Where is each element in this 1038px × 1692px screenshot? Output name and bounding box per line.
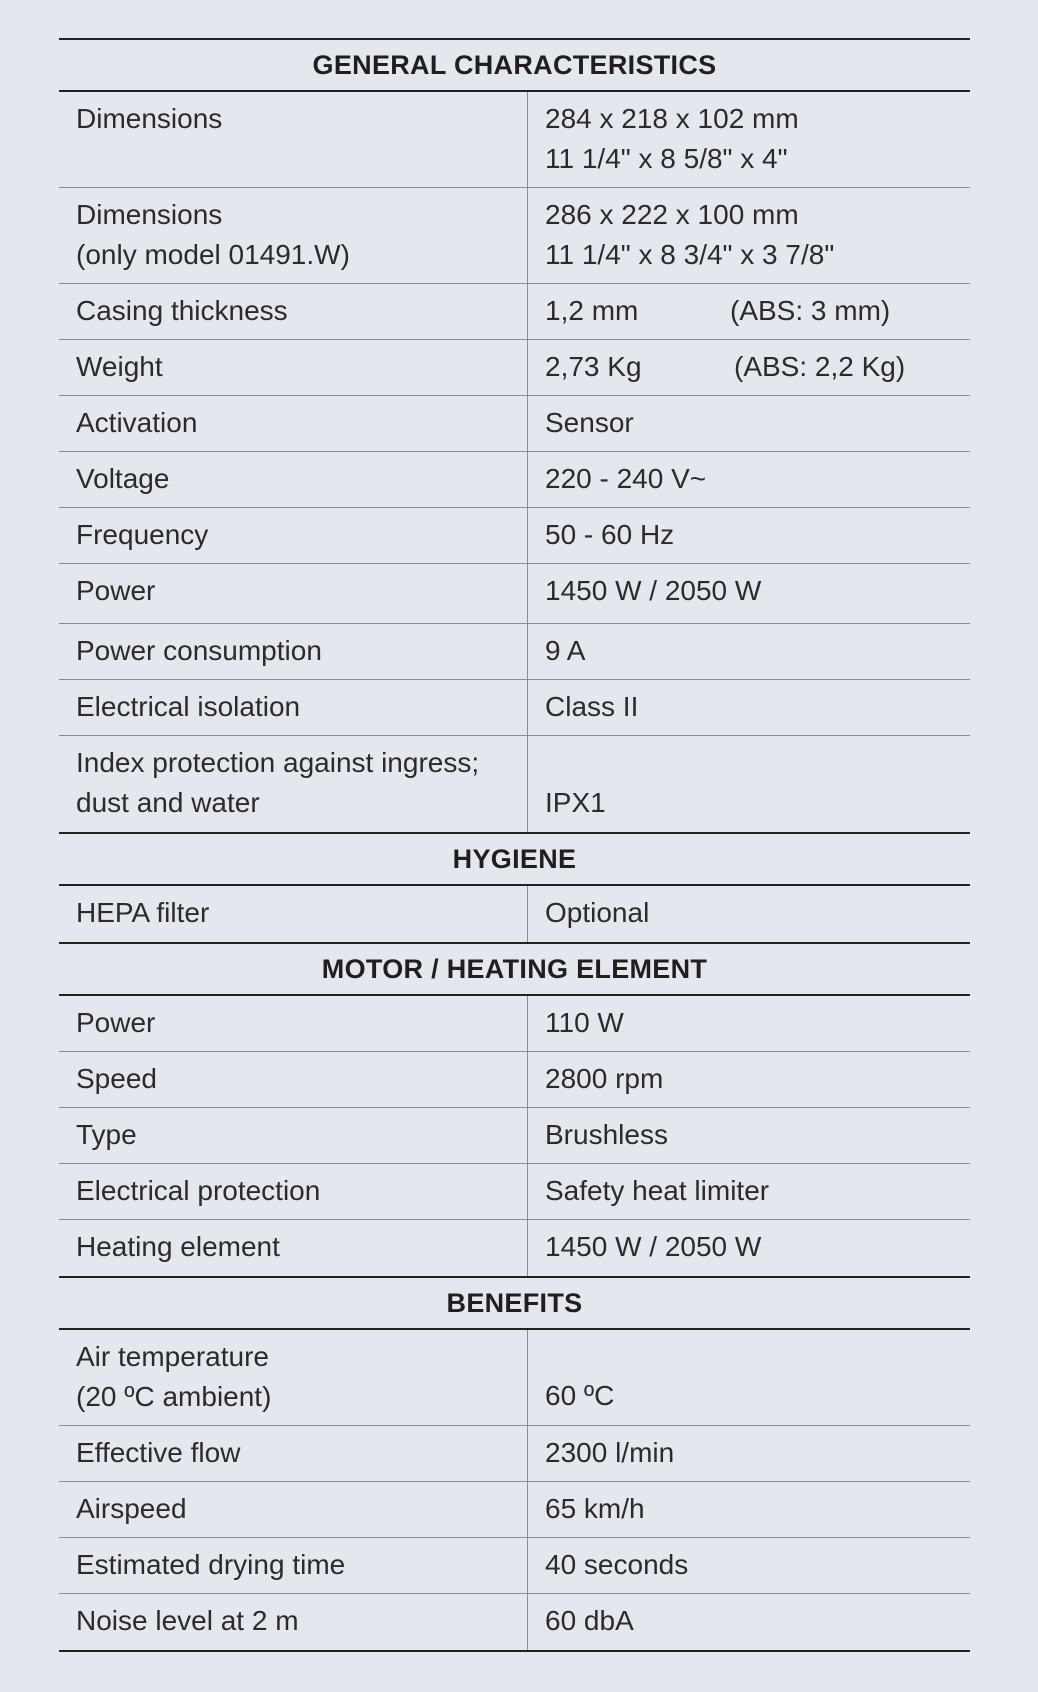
row-label-text: HEPA filter xyxy=(76,897,210,928)
row-label xyxy=(59,508,528,563)
table-row xyxy=(59,1426,970,1482)
row-value xyxy=(528,340,970,395)
row-label xyxy=(59,680,528,735)
row-value xyxy=(528,1108,970,1163)
row-value-text: Brushless xyxy=(545,1119,668,1150)
section-heading-hygiene: HYGIENE xyxy=(59,832,970,886)
row-value-text: Safety heat limiter xyxy=(545,1175,770,1206)
table-row xyxy=(59,624,970,680)
table-row xyxy=(59,1330,970,1426)
row-label-text: Weight xyxy=(76,351,163,382)
table-row xyxy=(59,1164,970,1220)
row-value xyxy=(528,624,970,679)
row-label-text: Air temperature xyxy=(76,1341,269,1372)
row-label xyxy=(59,1482,528,1537)
row-label-text: Activation xyxy=(76,407,198,438)
table-row xyxy=(59,886,970,942)
row-value xyxy=(528,1330,970,1425)
row-label xyxy=(59,736,528,832)
section-heading-general: GENERAL CHARACTERISTICS xyxy=(59,38,970,92)
row-label-text: Voltage xyxy=(76,463,170,494)
row-label-text: Electrical isolation xyxy=(76,691,301,722)
row-value xyxy=(528,564,970,623)
row-label-text: Power consumption xyxy=(76,635,322,666)
row-value xyxy=(528,1220,970,1276)
row-label-text: Heating element xyxy=(76,1231,280,1262)
row-value xyxy=(528,1426,970,1481)
row-value-text: 1,2 mm xyxy=(545,295,639,326)
row-label xyxy=(59,1220,528,1276)
table-row xyxy=(59,1052,970,1108)
row-label-text: Power xyxy=(76,575,156,606)
table-row xyxy=(59,1482,970,1538)
row-label-text: Speed xyxy=(76,1063,157,1094)
row-label xyxy=(59,1108,528,1163)
table-row xyxy=(59,996,970,1052)
row-value xyxy=(528,1538,970,1593)
table-row xyxy=(59,508,970,564)
table-row xyxy=(59,284,970,340)
row-label-text: Airspeed xyxy=(76,1493,187,1524)
table-row xyxy=(59,396,970,452)
table-row xyxy=(59,736,970,832)
table-row xyxy=(59,452,970,508)
row-label xyxy=(59,340,528,395)
row-value xyxy=(528,508,970,563)
row-label xyxy=(59,396,528,451)
row-value xyxy=(528,1594,970,1650)
row-value xyxy=(528,284,970,339)
row-label-text: (20 ºC ambient) xyxy=(76,1381,272,1412)
row-value-text: Sensor xyxy=(545,407,634,438)
row-value-text: IPX1 xyxy=(545,787,606,818)
row-value-text: 50 - 60 Hz xyxy=(545,519,675,550)
row-value xyxy=(528,736,970,832)
row-label-text: dust and water xyxy=(76,787,260,818)
table-row xyxy=(59,1220,970,1276)
row-label-text: Type xyxy=(76,1119,137,1150)
row-value xyxy=(528,1164,970,1219)
row-label-text: Electrical protection xyxy=(76,1175,321,1206)
row-value-text: 110 W xyxy=(545,1007,624,1038)
benefits-rows xyxy=(59,1330,970,1652)
row-label-text: Frequency xyxy=(76,519,209,550)
row-label-text: Effective flow xyxy=(76,1437,241,1468)
row-value-text: 60 ºC xyxy=(545,1380,615,1411)
row-value xyxy=(528,188,970,283)
row-value-note: (ABS: 2,2 Kg) xyxy=(734,351,906,382)
row-value-text: 2,73 Kg xyxy=(545,351,642,382)
row-value-text: 1450 W / 2050 W xyxy=(545,1231,762,1262)
section-heading-benefits: BENEFITS xyxy=(59,1276,970,1330)
row-label xyxy=(59,1594,528,1650)
row-label xyxy=(59,1052,528,1107)
row-label-text: Power xyxy=(76,1007,156,1038)
row-label-text: (only model 01491.W) xyxy=(76,239,350,270)
row-value xyxy=(528,1482,970,1537)
general-rows xyxy=(59,92,970,832)
row-label xyxy=(59,564,528,623)
row-value-text: 1450 W / 2050 W xyxy=(545,575,762,606)
table-row xyxy=(59,1538,970,1594)
row-label-text: Estimated drying time xyxy=(76,1549,346,1580)
row-label xyxy=(59,1426,528,1481)
row-value-text: 2300 l/min xyxy=(545,1437,675,1468)
row-value xyxy=(528,680,970,735)
row-value-text: 284 x 218 x 102 mm xyxy=(545,103,799,134)
row-label xyxy=(59,996,528,1051)
row-label-text: Noise level at 2 m xyxy=(76,1605,299,1636)
table-row xyxy=(59,92,970,188)
row-value-note: (ABS: 3 mm) xyxy=(730,295,891,326)
table-row xyxy=(59,340,970,396)
row-value-text: 220 - 240 V~ xyxy=(545,463,707,494)
motor-rows xyxy=(59,996,970,1276)
spec-table xyxy=(59,38,970,1652)
row-label xyxy=(59,624,528,679)
row-label xyxy=(59,886,528,942)
row-value-text: Optional xyxy=(545,897,650,928)
section-heading-motor: MOTOR / HEATING ELEMENT xyxy=(59,942,970,996)
row-value-text: 11 1/4" x 8 3/4" x 3 7/8" xyxy=(545,239,835,270)
table-row xyxy=(59,1108,970,1164)
table-row xyxy=(59,188,970,284)
row-value xyxy=(528,396,970,451)
row-value-text: 2800 rpm xyxy=(545,1063,664,1094)
row-label xyxy=(59,1330,528,1425)
row-label-text: Dimensions xyxy=(76,199,223,230)
row-label-text: Casing thickness xyxy=(76,295,288,326)
row-value-text: 60 dbA xyxy=(545,1605,634,1636)
row-value xyxy=(528,886,970,942)
row-label xyxy=(59,188,528,283)
row-value xyxy=(528,92,970,187)
row-label xyxy=(59,284,528,339)
row-value-text: 40 seconds xyxy=(545,1549,689,1580)
row-label xyxy=(59,1538,528,1593)
row-label xyxy=(59,1164,528,1219)
row-label xyxy=(59,92,528,187)
hygiene-rows xyxy=(59,886,970,942)
row-label-text: Dimensions xyxy=(76,103,223,134)
row-value-text: 11 1/4" x 8 5/8" x 4" xyxy=(545,143,788,174)
row-value-text: 65 km/h xyxy=(545,1493,645,1524)
row-value xyxy=(528,1052,970,1107)
row-value-text: Class II xyxy=(545,691,639,722)
row-value xyxy=(528,996,970,1051)
table-row xyxy=(59,680,970,736)
row-label-text: Index protection against ingress; xyxy=(76,747,480,778)
row-value-text: 286 x 222 x 100 mm xyxy=(545,199,799,230)
row-label xyxy=(59,452,528,507)
row-value-text: 9 A xyxy=(545,635,586,666)
table-row xyxy=(59,1594,970,1650)
table-row xyxy=(59,564,970,624)
row-value xyxy=(528,452,970,507)
